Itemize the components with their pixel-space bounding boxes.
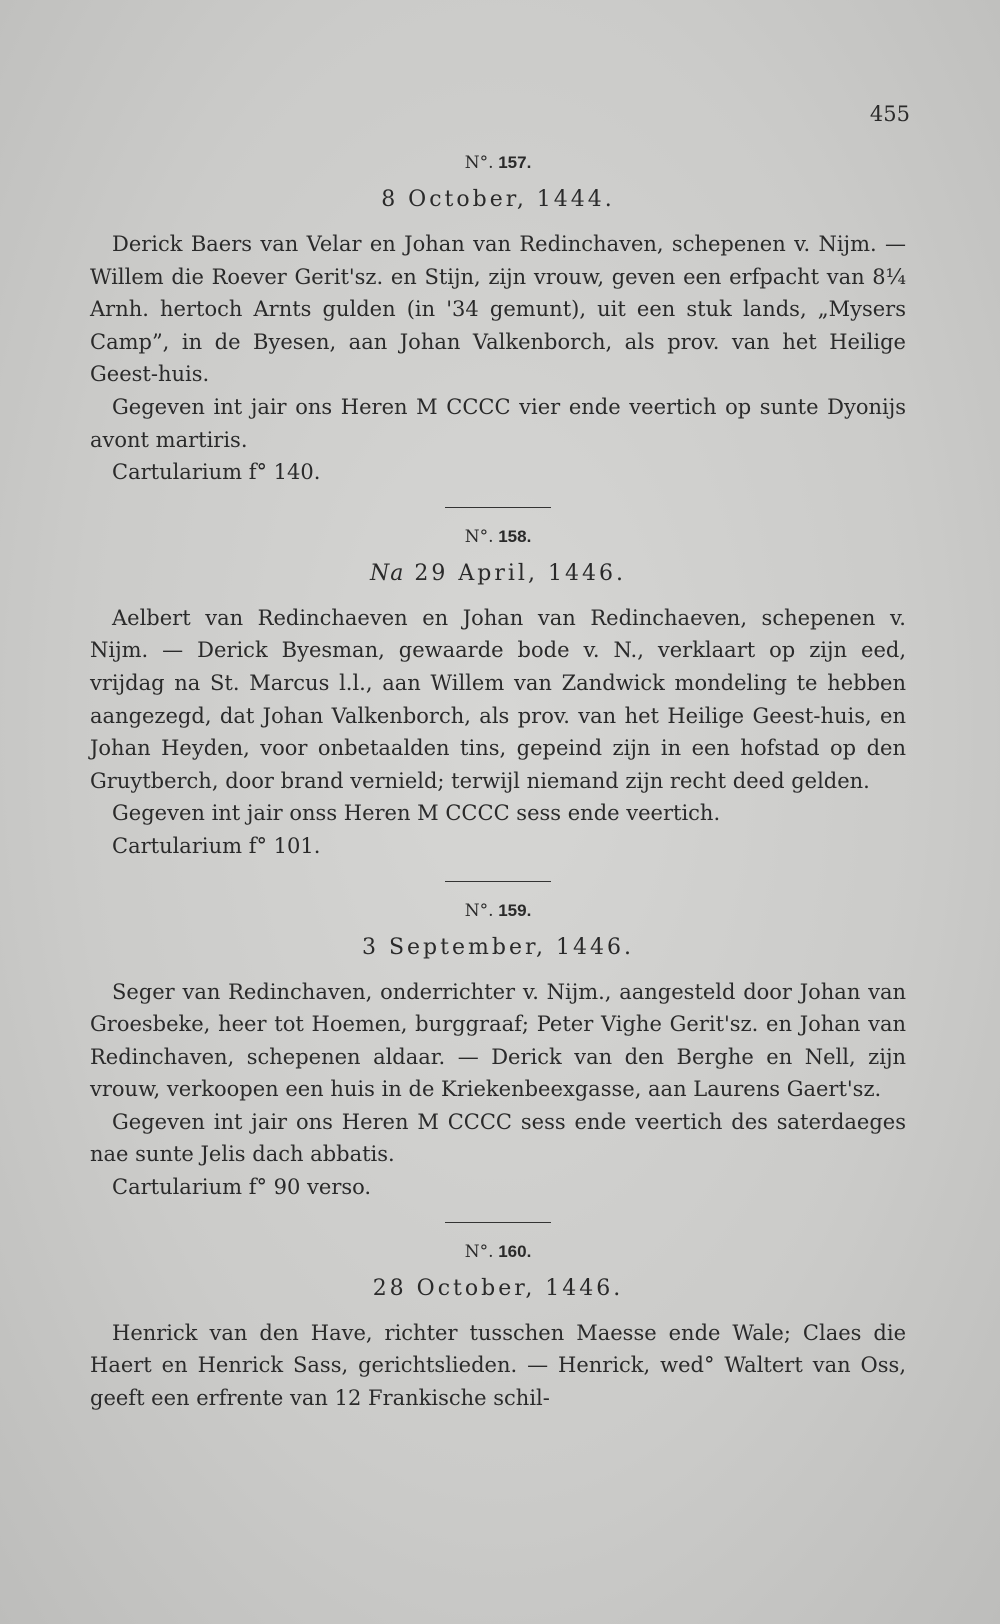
entry-date: 28 October, 1446. [372, 1275, 624, 1301]
entry-date: Na 29 April, 1446. [370, 560, 626, 586]
entry-number: N°. 160. [464, 1241, 532, 1262]
entry-summary: Seger van Redinchaven, onderrichter v. Nijm., aangesteld door Johan van Groesbeke, heer tot Hoemen, burggraaf; Peter Vighe Gerit'sz. en Johan van Redinchaven, schepenen aldaar. — Derick van den Berghe en Nell, zijn vrouw, verkoopen een huis in de Kriekenbeexgasse, aan Laurens Gaert'sz. [90, 979, 906, 1102]
entry-dating-clause: Gegeven int jair ons Heren M CCCC vier ende veertich op sunte Dyonijs avont martiris. [90, 394, 906, 452]
separator-rule [445, 881, 551, 882]
entry-number: N°. 159. [464, 900, 532, 921]
entry-number: N°. 158. [464, 526, 532, 547]
entry-date: 8 October, 1444. [381, 187, 615, 212]
entry-date: 3 September, 1446. [361, 934, 635, 960]
separator-rule [445, 507, 551, 508]
entry-158 [90, 524, 906, 863]
entry-number: N°. 157. [464, 153, 532, 173]
separator-rule [445, 1222, 551, 1223]
entry-159 [90, 898, 906, 1204]
entry-dating-clause: Gegeven int jair ons Heren M CCCC sess ende veertich des saterdaeges nae sunte Jelis dach abbatis. [90, 1109, 906, 1167]
text-column [90, 150, 906, 1414]
entry-dating-clause: Gegeven int jair onss Heren M CCCC sess ende veertich. [112, 801, 721, 826]
entry-summary: Aelbert van Redinchaeven en Johan van Redinchaeven, schepenen v. Nijm. — Derick Byesman, gewaarde bode v. N., verklaart op zijn eed, vrijdag na St. Marcus l.l., aan Willem van Zandwick mondeling te hebben aangezegd, dat Johan Valkenborch, als prov. van het Heilige Geest-huis, en Johan Heyden, voor onbetaalden tins, gepeind zijn in een hofstad op den Gruytberch, door brand vernield; terwijl niemand zijn recht deed gelden. [90, 605, 906, 793]
page-number: 455 [869, 102, 910, 126]
entry-summary: Henrick van den Have, richter tusschen Maesse ende Wale; Claes die Haert en Henrick Sass, gerichtslieden. — Henrick, wed° Waltert van Oss, geeft een erfrente van 12 Frankische schil- [90, 1320, 906, 1410]
entry-157 [90, 150, 906, 489]
entry-source: Cartularium f° 90 verso. [112, 1175, 372, 1200]
entry-summary: Derick Baers van Velar en Johan van Redinchaven, schepenen v. Nijm. — Willem die Roever Gerit'sz. en Stijn, zijn vrouw, geven een erfpacht van 8¼ Arnh. hertoch Arnts gulden (in '34 gemunt), uit een stuk lands, „Mysers Camp”, in de Byesen, aan Johan Valkenborch, als prov. van het Heilige Geest-huis. [90, 232, 906, 387]
date-prefix: Na [370, 560, 405, 586]
entry-source: Cartularium f° 140. [112, 460, 321, 485]
entry-160 [90, 1239, 906, 1415]
entry-source: Cartularium f° 101. [112, 833, 321, 858]
